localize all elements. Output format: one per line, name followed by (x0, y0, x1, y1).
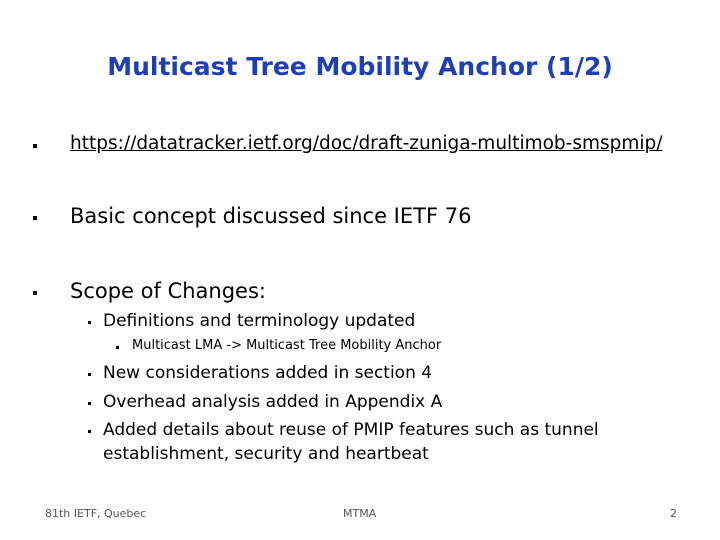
bullet-details-line2: establishment, security and heartbeat (103, 444, 429, 464)
bullet-marker (116, 346, 119, 349)
bullet-marker (33, 144, 37, 148)
bullet-marker (88, 321, 91, 324)
bullet-marker (33, 216, 37, 220)
bullet-marker (88, 430, 91, 433)
bullet-marker (33, 291, 37, 295)
footer-event: 81th IETF, Quebec (45, 507, 147, 520)
footer-topic: MTMA (343, 507, 377, 520)
slide-title: Multicast Tree Mobility Anchor (1/2) (107, 52, 613, 81)
bullet-overhead: Overhead analysis added in Appendix A (103, 392, 443, 412)
page-number: 2 (670, 507, 677, 520)
draft-link[interactable]: https://datatracker.ietf.org/doc/draft-zuniga-multimob-smspmip/ (70, 133, 663, 154)
bullet-details-line1: Added details about reuse of PMIP features such as tunnel (103, 420, 599, 440)
bullet-scope: Scope of Changes: (70, 279, 266, 303)
bullet-marker (88, 373, 91, 376)
bullet-considerations: New considerations added in section 4 (103, 363, 433, 383)
bullet-concept: Basic concept discussed since IETF 76 (70, 204, 472, 228)
bullet-lma: Multicast LMA -> Multicast Tree Mobility Anchor (132, 338, 442, 353)
bullet-marker (88, 402, 91, 405)
bullet-definitions: Definitions and terminology updated (103, 311, 416, 331)
